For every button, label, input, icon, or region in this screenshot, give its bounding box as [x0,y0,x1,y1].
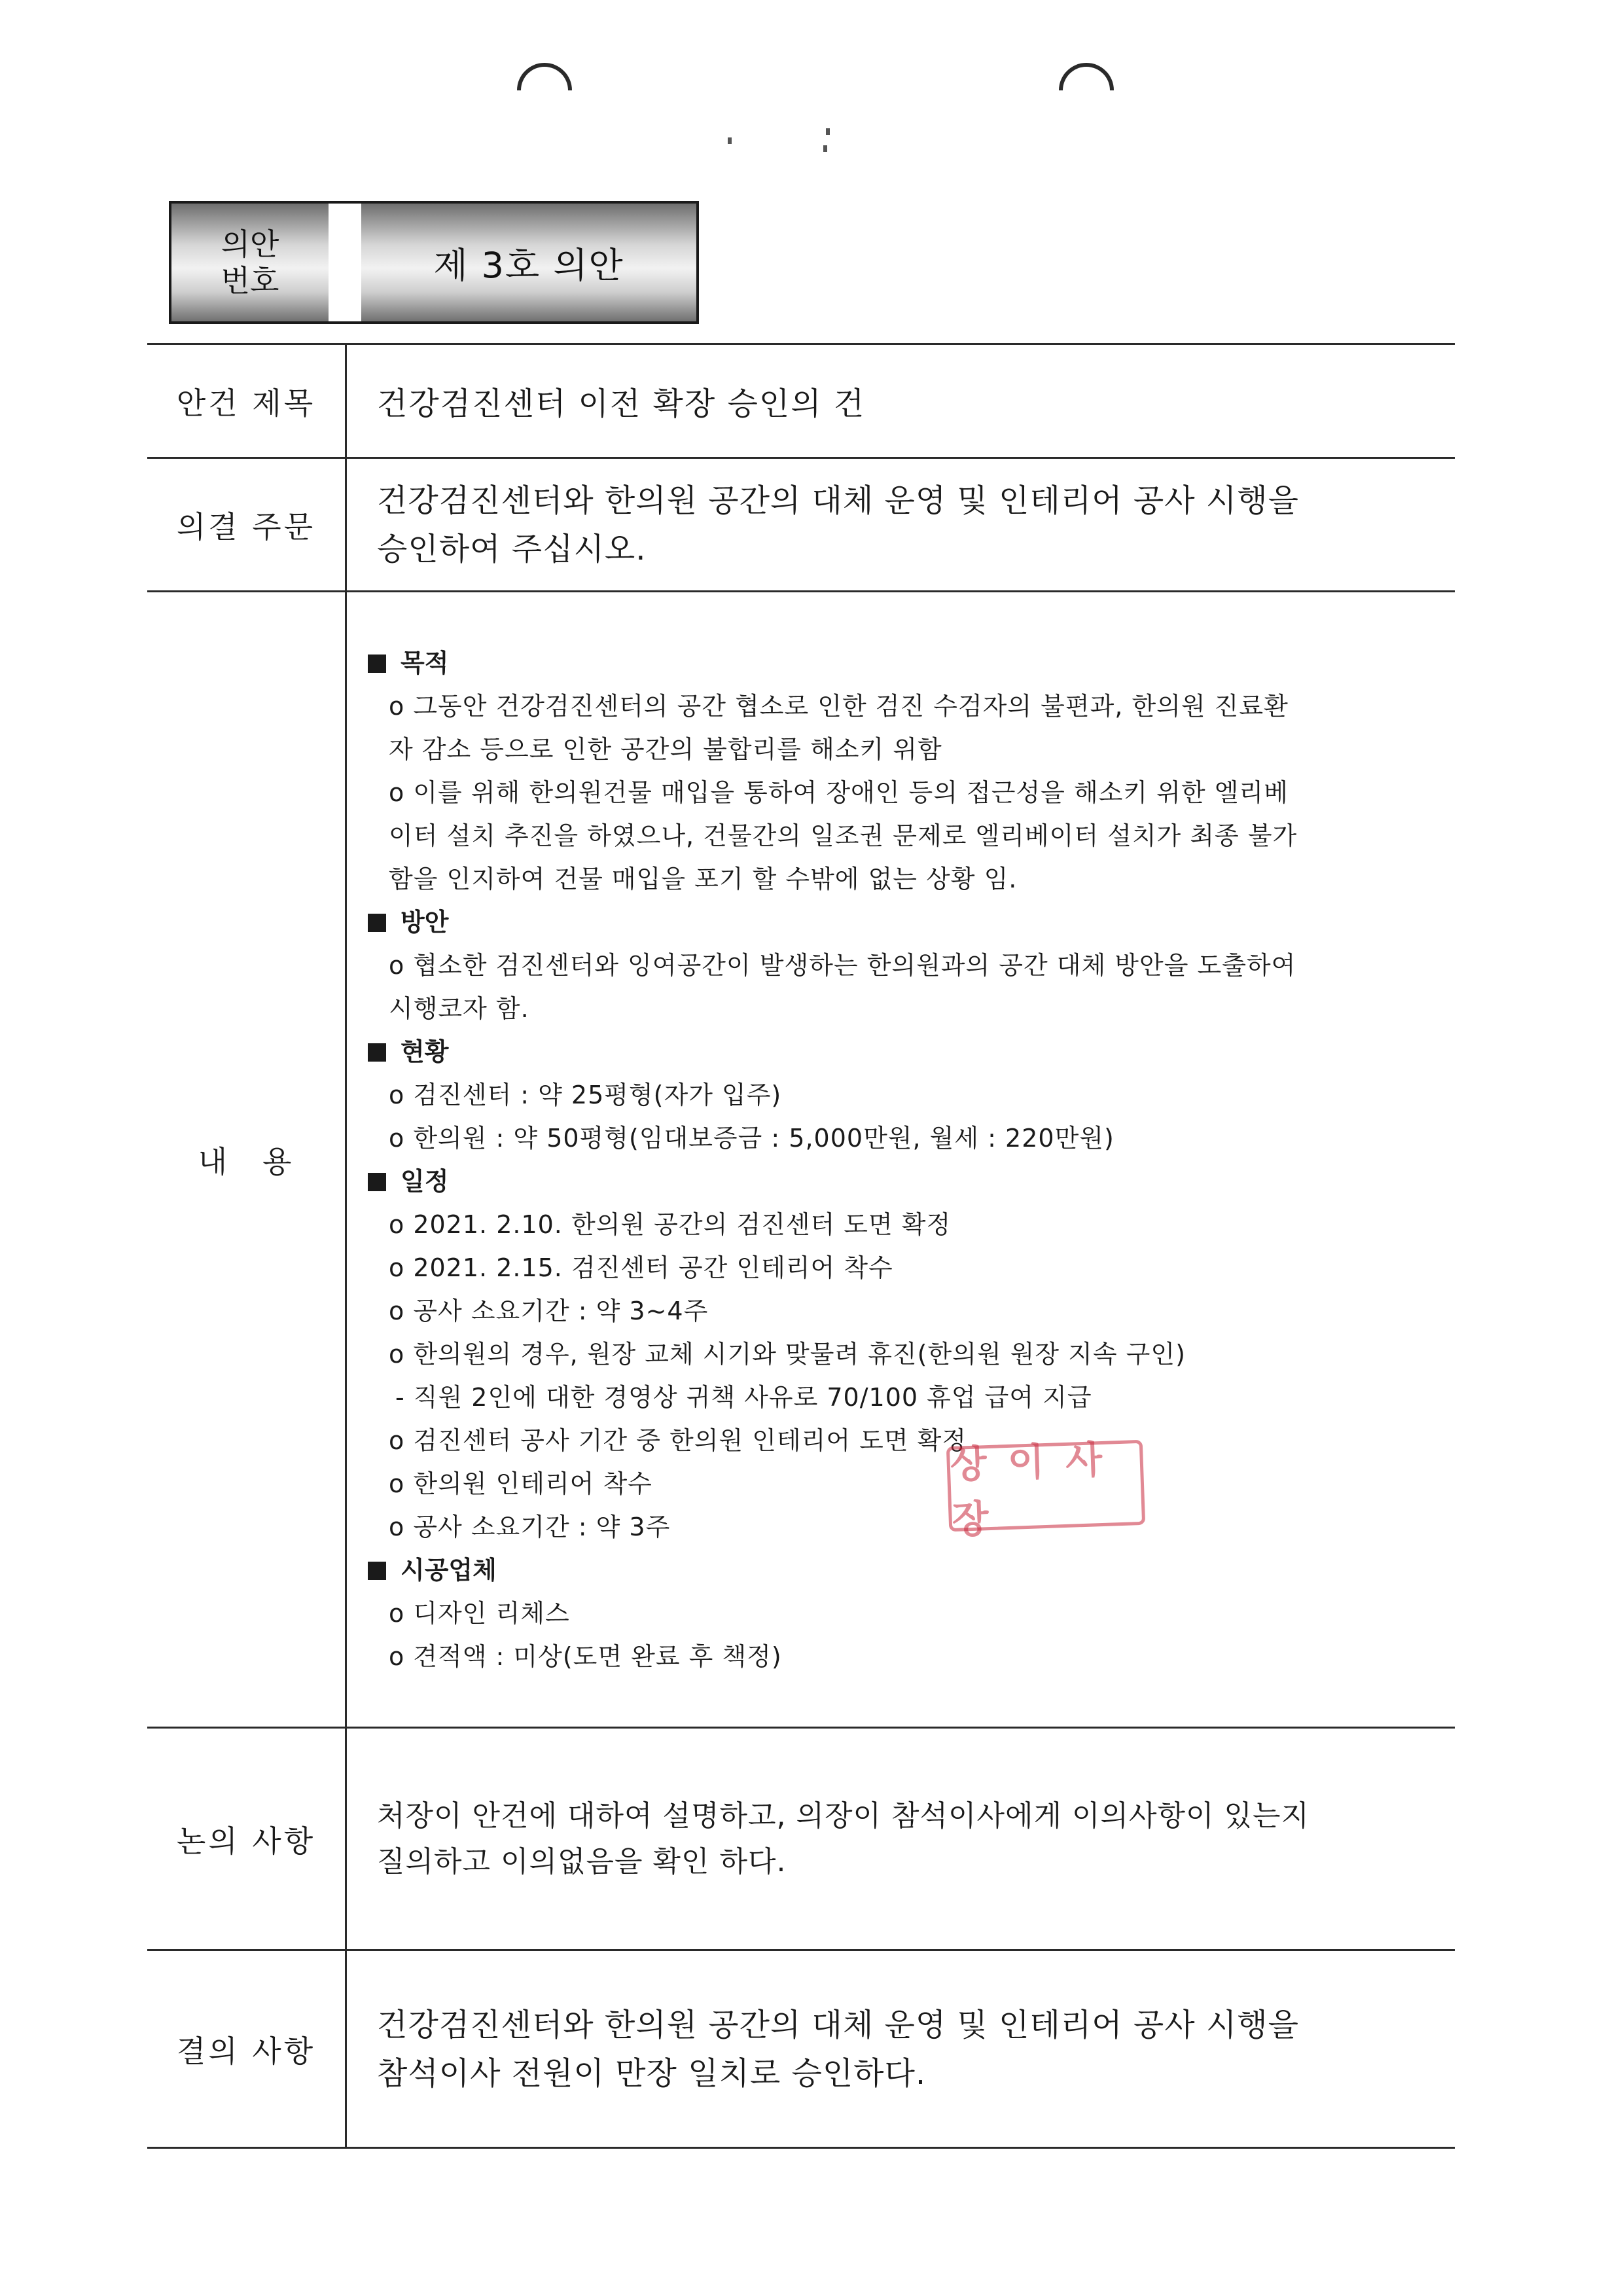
square-bullet-icon [368,914,386,932]
title-label: 안건 제목 [147,344,346,458]
row-title [147,344,1455,458]
content-line: o 2021. 2.15. 검진센터 공간 인테리어 착수 [389,1253,893,1282]
discussion-value [346,1728,1455,1950]
content-line: o 한의원 : 약 50평형(임대보증금 : 5,000만원, 월세 : 220만원) [389,1123,1115,1153]
square-bullet-icon [368,655,386,673]
decision-value [346,1950,1455,2148]
scan-speck [728,137,732,144]
title-value: 건강검진센터 이전 확장 승인의 건 [377,386,866,422]
section-heading-text: 방안 [401,907,449,937]
content-line: o 한의원 인테리어 착수 [389,1469,652,1498]
row-content [147,592,1455,1728]
content-line: o 공사 소요기간 : 약 3~4주 [389,1296,709,1325]
content-line: 함을 인지하여 건물 매입을 포기 할 수밖에 없는 상황 임. [389,864,1018,893]
section-heading-text: 목적 [401,648,449,677]
agenda-number-label-line1: 의안 [221,226,279,262]
decision-line: 건강검진센터와 한의원 공간의 대체 운영 및 인테리어 공사 시행을 [377,2006,1300,2043]
punch-hole-left [506,52,584,130]
content-line: o 협소한 검진센터와 잉여공간이 발생하는 한의원과의 공간 대체 방안을 도출하여 [389,950,1296,980]
agenda-table [147,343,1455,2149]
square-bullet-icon [368,1562,386,1580]
content-line: 시행코자 함. [389,994,529,1023]
resolution-order-value [346,458,1455,592]
content-line: o 그동안 건강검진센터의 공간 협소로 인한 검진 수검자의 불편과, 한의원 진료환 [389,691,1289,721]
content-line: o 2021. 2.10. 한의원 공간의 검진센터 도면 확정 [389,1210,952,1239]
resolution-order-line: 건강검진센터와 한의원 공간의 대체 운영 및 인테리어 공사 시행을 [377,482,1300,519]
content-line: 자 감소 등으로 인한 공간의 불합리를 해소키 위함 [389,734,942,764]
resolution-order-line: 승인하여 주십시오. [377,530,647,567]
section-heading-plan [368,901,1426,944]
agenda-number-label-line2: 번호 [221,263,279,298]
row-resolution-order [147,458,1455,592]
section-heading-status [368,1030,1426,1073]
section-heading-text: 일정 [401,1166,449,1196]
decision-line: 참석이사 전원이 만장 일치로 승인하다. [377,2054,927,2092]
scan-speck [823,145,827,152]
scan-speck [826,128,830,135]
square-bullet-icon [368,1043,386,1062]
content-line: o 공사 소요기간 : 약 3주 [389,1512,671,1541]
title-value-cell [346,344,1455,458]
section-heading-text: 현황 [401,1037,449,1066]
discussion-label: 논의 사항 [147,1728,346,1950]
agenda-number-box [169,201,699,324]
content-line: o 견적액 : 미상(도면 완료 후 책정) [389,1641,782,1671]
discussion-line: 질의하고 이의없음을 확인 하다. [377,1844,787,1878]
decision-label: 결의 사항 [147,1950,346,2148]
resolution-order-label: 의결 주문 [147,458,346,592]
red-seal-stamp: 상 이 사 장 [946,1440,1145,1532]
content-line: o 이를 위해 한의원건물 매입을 통하여 장애인 등의 접근성을 해소키 위한 엘리베 [389,778,1289,807]
content-label: 내 용 [147,592,346,1728]
content-line: o 디자인 리체스 [389,1598,570,1628]
row-decision [147,1950,1455,2148]
content-line: o 검진센터 공사 기간 중 한의원 인테리어 도면 확정 [389,1426,967,1455]
content-line: o 한의원의 경우, 원장 교체 시기와 맞물려 휴진(한의원 원장 지속 구인) [389,1339,1186,1369]
agenda-number-label-cell [171,204,329,321]
section-heading-text: 시공업체 [401,1555,497,1585]
punch-hole-right [1048,52,1126,130]
content-body [346,592,1455,1728]
content-line: o 검진센터 : 약 25평형(자가 입주) [389,1080,782,1109]
content-subline: - 직원 2인에 대한 경영상 귀책 사유로 70/100 휴업 급여 지급 [395,1382,1092,1412]
header-divider [329,204,361,321]
section-heading-contractor [368,1549,1426,1592]
agenda-number-value: 제 3호 의안 [433,244,624,286]
agenda-number-value-cell [361,204,696,321]
square-bullet-icon [368,1173,386,1191]
section-heading-schedule [368,1160,1426,1203]
section-heading-purpose [368,641,1426,685]
row-discussion [147,1728,1455,1950]
discussion-line: 처장이 안건에 대하여 설명하고, 의장이 참석이사에게 이의사항이 있는지 [377,1799,1310,1833]
content-line: 이터 설치 추진을 하였으나, 건물간의 일조권 문제로 엘리베이터 설치가 최종 불가 [389,821,1298,850]
